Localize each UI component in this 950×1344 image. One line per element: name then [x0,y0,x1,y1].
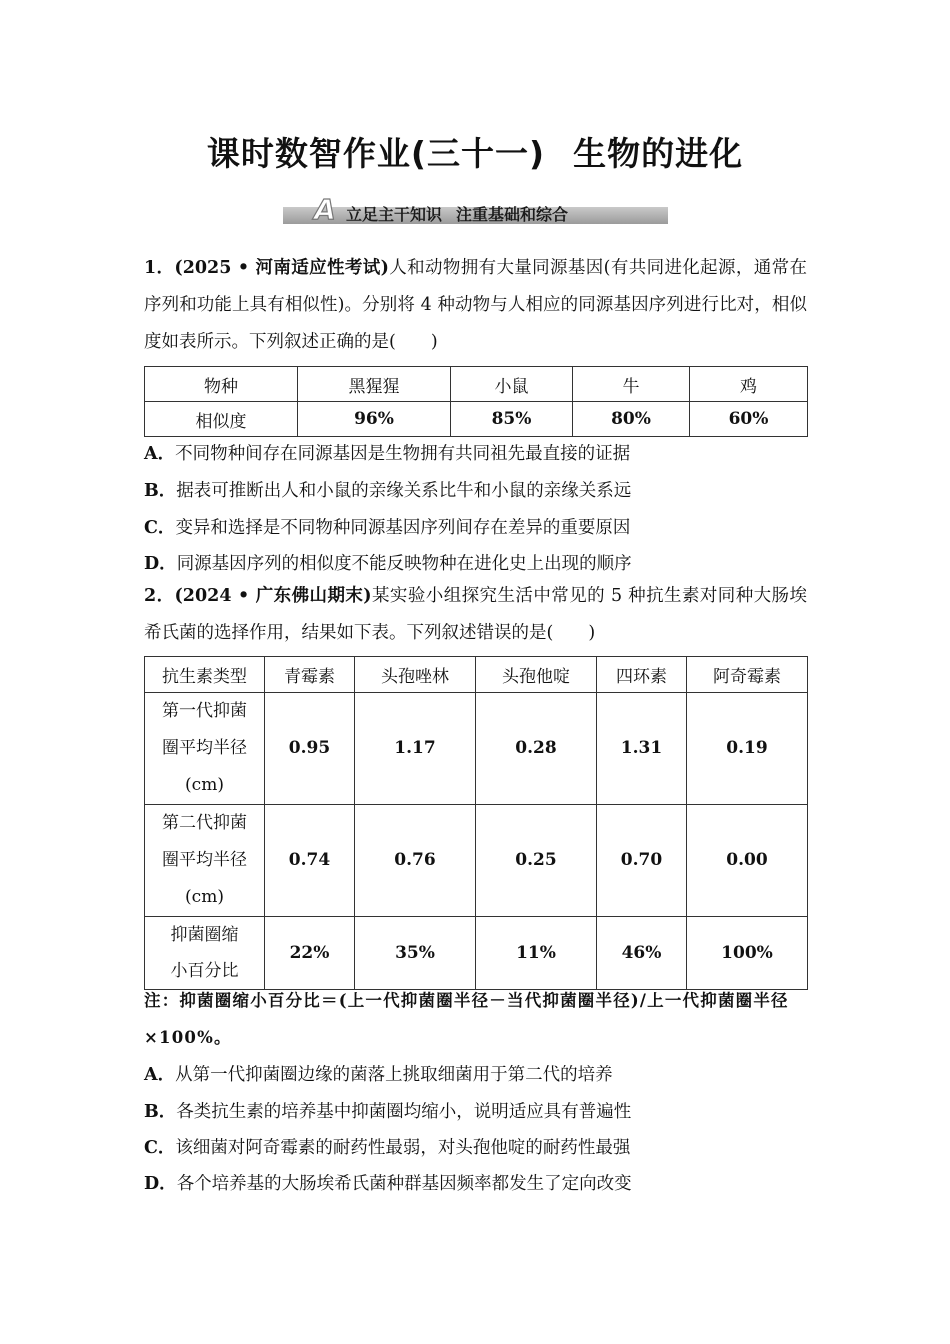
table-cell: 阿奇霉素 [687,657,808,693]
table-cell: 0.76 [355,805,476,917]
table-cell: 0.70 [597,805,687,917]
table-header-row [145,657,808,693]
banner-text-right: 注重基础和综合 [456,205,569,224]
table-cell: 四环素 [597,657,687,693]
table-cell: 0.95 [265,693,355,805]
question-2-option-a [144,1061,613,1086]
question-2-number: 2． [144,586,175,606]
label-line: 抑菌圈缩 [170,925,239,945]
table-row-label [145,917,265,990]
table-row [145,402,808,437]
option-label: C． [144,518,176,538]
table-cell: 头孢唑林 [355,657,476,693]
label-line: 小百分比 [170,961,239,981]
table-cell: 青霉素 [265,657,355,693]
question-1-stem [144,250,807,361]
table-row [145,917,808,990]
title-main: 课时数智作业(三十一) [206,134,546,173]
banner-text [346,202,568,225]
table-cell: 60% [690,402,808,437]
question-1-source: (2025 • 河南适应性考试) [174,258,389,278]
page-title [0,128,950,175]
option-text: 各类抗生素的培养基中抑菌圈均缩小，说明适应具有普遍性 [176,1102,632,1122]
table-cell: 小鼠 [451,367,573,402]
title-sub: 生物的进化 [573,134,744,173]
table-cell: 相似度 [145,402,298,437]
option-text: 从第一代抑菌圈边缘的菌落上挑取细菌用于第二代的培养 [175,1065,613,1085]
table-cell: 0.19 [687,693,808,805]
question-1-option-d [144,550,632,575]
banner-letter-badge: A [314,193,336,226]
table-cell: 1.17 [355,693,476,805]
option-label: C． [144,1138,176,1158]
table-cell: 35% [355,917,476,990]
table-cell: 11% [476,917,597,990]
table-row-label [145,805,265,917]
question-2-table [144,656,808,990]
table-cell: 100% [687,917,808,990]
question-1-table [144,366,808,437]
option-text: 变异和选择是不同物种同源基因序列间存在差异的重要原因 [175,518,631,538]
table-cell: 0.25 [476,805,597,917]
option-label: A． [144,1065,176,1085]
table-cell: 头孢他啶 [476,657,597,693]
table-row [145,693,808,805]
option-label: B． [144,1102,177,1122]
question-2-option-c [144,1134,630,1159]
table-cell: 牛 [573,367,690,402]
question-1-option-b [144,477,631,502]
table-cell: 0.28 [476,693,597,805]
label-line: 第一代抑菌 [162,701,247,721]
section-banner [283,193,668,231]
banner-text-left: 立足主干知识 [346,205,443,224]
table-cell: 抗生素类型 [145,657,265,693]
question-2-source: (2024 • 广东佛山期末) [174,586,372,606]
table-header-row [145,367,808,402]
table-row [145,805,808,917]
table-cell: 85% [451,402,573,437]
table-cell: 0.74 [265,805,355,917]
label-line: (cm) [185,775,224,795]
option-label: B． [144,481,177,501]
question-2-option-b [144,1098,631,1123]
question-2-option-d [144,1170,632,1195]
table-cell: 22% [265,917,355,990]
table-cell: 0.00 [687,805,808,917]
question-2-stem [144,578,807,652]
option-label: A． [144,444,176,464]
table-cell: 96% [298,402,451,437]
option-label: D． [144,1174,177,1194]
label-line: (cm) [185,887,224,907]
table-cell: 1.31 [597,693,687,805]
question-1-option-a [144,440,630,465]
option-text: 不同物种间存在同源基因是生物拥有共同祖先最直接的证据 [175,444,631,464]
table-cell: 46% [597,917,687,990]
table-cell: 黑猩猩 [298,367,451,402]
option-text: 该细菌对阿奇霉素的耐药性最弱，对头孢他啶的耐药性最强 [175,1138,631,1158]
label-line: 圈平均半径 [162,738,247,758]
option-label: D． [144,554,177,574]
table-cell: 鸡 [690,367,808,402]
label-line: 圈平均半径 [162,850,247,870]
question-1-number: 1． [144,258,175,278]
label-line: 第二代抑菌 [162,813,247,833]
option-text: 各个培养基的大肠埃希氏菌种群基因频率都发生了定向改变 [176,1174,632,1194]
option-text: 据表可推断出人和小鼠的亲缘关系比牛和小鼠的亲缘关系远 [176,481,632,501]
table-row-label [145,693,265,805]
option-text: 同源基因序列的相似度不能反映物种在进化史上出现的顺序 [176,554,632,574]
question-2-text: 某实验小组探究生活中常见的 5 种抗生素对同种大肠埃希氏菌的选择作用，结果如下表。下列叙述错误的是( ) [144,586,807,643]
question-1-text: 人和动物拥有大量同源基因(有共同进化起源，通常在序列和功能上具有相似性)。分别将 4 种动物与人相应的同源基因序列进行比对，相似度如表所示。下列叙述正确的是( ) [144,258,808,352]
question-2-note: 注：抑菌圈缩小百分比＝(上一代抑菌圈半径－当代抑菌圈半径)/上一代抑菌圈半径×100%。 [144,991,789,1047]
table-cell: 物种 [145,367,298,402]
table-cell: 80% [573,402,690,437]
question-1-option-c [144,514,630,539]
